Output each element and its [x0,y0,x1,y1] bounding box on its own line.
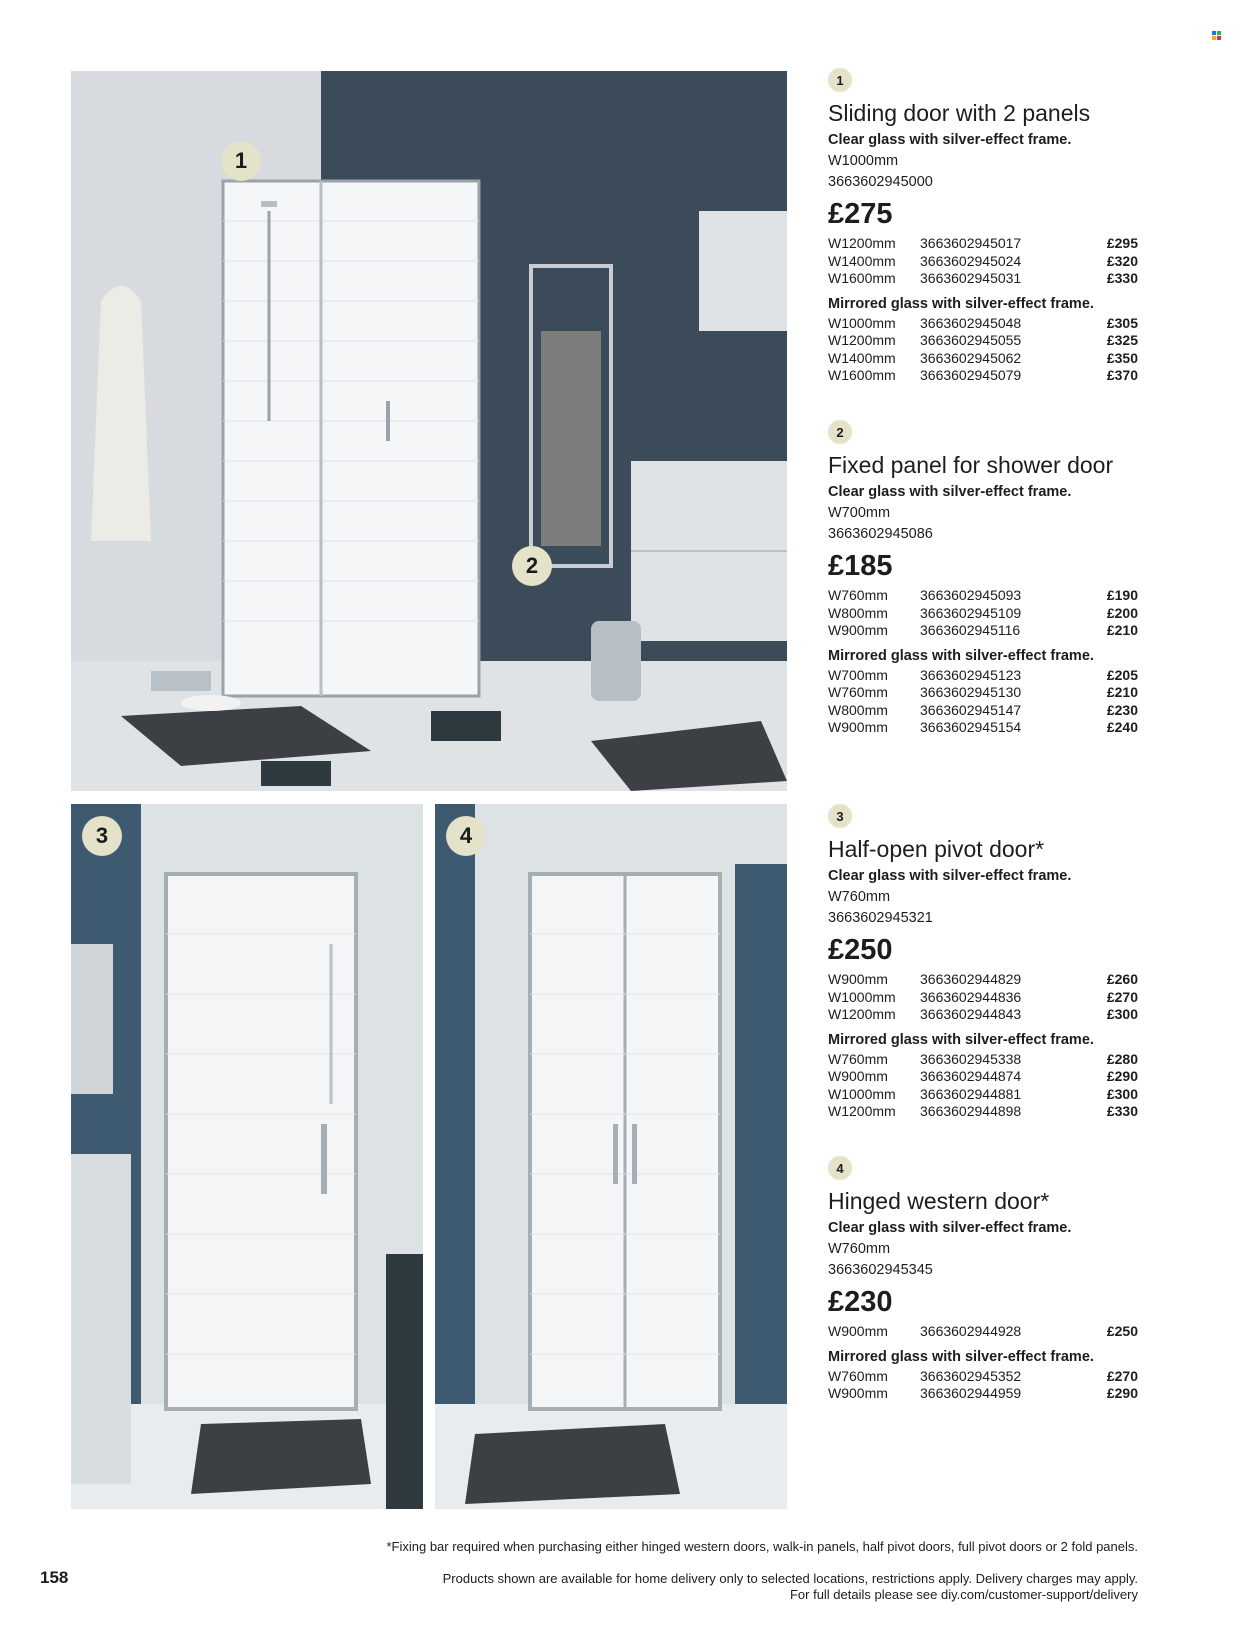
variant-code: 3663602945093 [920,587,1022,603]
delivery-line-2: For full details please see diy.com/customer-support/delivery [789,1587,1138,1602]
clear-variants [828,235,1138,288]
variant-row [828,270,1138,288]
base-price: £250 [828,934,893,966]
variant-code: 3663602944928 [920,1323,1022,1339]
variant-code: 3663602945130 [920,684,1022,700]
mirrored-glass-label: Mirrored glass with silver-effect frame. [828,647,1094,664]
variant-code: 3663602944898 [920,1103,1022,1119]
mirrored-glass-label: Mirrored glass with silver-effect frame. [828,1348,1094,1365]
variant-code: 3663602945338 [920,1050,1022,1067]
variant-code: 3663602945048 [920,314,1022,331]
product-pivot-door [828,804,1138,1127]
photo-western-door [435,804,787,1509]
variant-width: W900mm [828,1068,888,1084]
variant-price: £190 [1106,587,1138,603]
mirrored-variants [828,1368,1138,1403]
variant-code: 3663602944836 [920,988,1022,1005]
variant-row [828,587,1138,605]
variant-code: 3663602945154 [920,719,1022,735]
mirrored-glass-label: Mirrored glass with silver-effect frame. [828,1031,1094,1048]
base-width: W760mm [828,889,891,905]
product-number-badge: 3 [828,804,852,828]
variant-row [828,350,1138,368]
variant-code: 3663602945017 [920,235,1022,251]
mirrored-variants [828,1051,1138,1121]
product-title: Sliding door with 2 panels [828,100,1091,126]
variant-code: 3663602945031 [920,270,1022,286]
variant-row [828,605,1138,623]
base-price: £185 [828,550,893,582]
variant-price: £325 [1106,332,1138,348]
variant-price: £270 [1106,1367,1138,1384]
variant-row [828,622,1138,640]
variant-row [828,332,1138,350]
variant-row [828,989,1138,1007]
variant-row [828,702,1138,720]
variant-price: £300 [1106,1085,1138,1102]
base-code: 3663602945086 [828,526,933,542]
clear-glass-label: Clear glass with silver-effect frame. [828,132,1072,148]
footnote: *Fixing bar required when purchasing either hinged western doors, walk-in panels, half pivot doors, full pivot doors or 2 fold panels. [386,1539,1138,1554]
variant-code: 3663602945109 [920,604,1022,621]
variant-code: 3663602944881 [920,1085,1022,1102]
variant-width: W900mm [828,971,888,987]
variant-code: 3663602944843 [920,1006,1022,1022]
variant-row [828,971,1138,989]
variant-width: W1200mm [828,332,896,348]
variant-width: W800mm [828,701,888,718]
mirrored-variants [828,667,1138,737]
clear-variants [828,587,1138,640]
variant-price: £350 [1106,349,1138,366]
delivery-note [443,1571,1138,1603]
variant-price: £270 [1106,988,1138,1005]
clear-glass-label: Clear glass with silver-effect frame. [828,484,1072,500]
variant-width: W1600mm [828,367,896,383]
base-width: W1000mm [828,153,899,169]
photo-marker-4: 4 [446,816,486,856]
variant-price: £240 [1106,719,1138,735]
page-number: 158 [40,1568,69,1587]
variant-width: W1600mm [828,270,896,286]
variant-width: W900mm [828,1323,888,1339]
variant-price: £210 [1106,684,1138,700]
variant-width: W1000mm [828,314,896,331]
variant-width: W760mm [828,587,888,603]
base-width: W760mm [828,1241,891,1257]
product-western-door [828,1156,1138,1409]
variant-row [828,1385,1138,1403]
variant-width: W1000mm [828,988,896,1005]
variant-row [828,1006,1138,1024]
variant-price: £280 [1106,1050,1138,1067]
variant-code: 3663602945123 [920,666,1022,683]
variant-code: 3663602945024 [920,252,1022,269]
variant-price: £250 [1106,1323,1138,1339]
variant-price: £260 [1106,971,1138,987]
product-fixed-panel [828,420,1138,743]
variant-row [828,367,1138,385]
base-price: £275 [828,198,893,230]
photo-pivot-door [71,804,423,1509]
variant-code: 3663602944874 [920,1068,1022,1084]
variant-code: 3663602945062 [920,349,1022,366]
variant-width: W800mm [828,604,888,621]
variant-width: W760mm [828,684,888,700]
variant-width: W1000mm [828,1085,896,1102]
variant-width: W1400mm [828,349,896,366]
clear-glass-label: Clear glass with silver-effect frame. [828,1220,1072,1236]
variant-row [828,1103,1138,1121]
variant-price: £290 [1106,1068,1138,1084]
variant-width: W900mm [828,1385,888,1401]
variant-price: £370 [1106,367,1138,383]
variant-row [828,1051,1138,1069]
variant-width: W1200mm [828,1006,896,1022]
product-sliding-door [828,68,1138,391]
variant-price: £210 [1106,622,1138,638]
variant-width: W760mm [828,1050,888,1067]
variant-price: £300 [1106,1006,1138,1022]
photo-marker-1: 1 [221,141,261,181]
base-code: 3663602945321 [828,910,933,926]
product-title: Fixed panel for shower door [828,452,1114,478]
variant-price: £320 [1106,252,1138,269]
variant-code: 3663602944959 [920,1385,1022,1401]
brand-mark-icon [1212,31,1221,40]
variant-width: W1200mm [828,1103,896,1119]
variant-width: W900mm [828,622,888,638]
variant-row [828,253,1138,271]
base-code: 3663602945345 [828,1262,933,1278]
variant-width: W900mm [828,719,888,735]
variant-price: £200 [1106,604,1138,621]
mirrored-glass-label: Mirrored glass with silver-effect frame. [828,295,1094,312]
photo-sliding-door [71,71,787,791]
variant-price: £290 [1106,1385,1138,1401]
variant-price: £295 [1106,235,1138,251]
variant-row [828,315,1138,333]
variant-price: £205 [1106,666,1138,683]
variant-price: £305 [1106,314,1138,331]
mirrored-variants [828,315,1138,385]
clear-glass-label: Clear glass with silver-effect frame. [828,868,1072,884]
variant-code: 3663602945352 [920,1367,1022,1384]
variant-code: 3663602945055 [920,332,1022,348]
variant-width: W1400mm [828,252,896,269]
product-number-badge: 2 [828,420,852,444]
product-title: Half-open pivot door* [828,836,1045,862]
variant-price: £230 [1106,701,1138,718]
clear-variants [828,971,1138,1024]
variant-code: 3663602945147 [920,701,1022,718]
photo-marker-3: 3 [82,816,122,856]
variant-row [828,1368,1138,1386]
delivery-line-1: Products shown are available for home delivery only to selected locations, restrictions apply. Delivery charges may apply. [442,1571,1138,1586]
variant-row [828,1323,1138,1341]
product-number-badge: 4 [828,1156,852,1180]
variant-price: £330 [1106,1103,1138,1119]
variant-row [828,667,1138,685]
variant-row [828,235,1138,253]
variant-width: W1200mm [828,235,896,251]
variant-width: W700mm [828,666,888,683]
base-code: 3663602945000 [828,174,933,190]
clear-variants [828,1323,1138,1341]
base-width: W700mm [828,505,891,521]
variant-code: 3663602944829 [920,971,1022,987]
variant-row [828,1068,1138,1086]
variant-code: 3663602945079 [920,367,1022,383]
product-title: Hinged western door* [828,1188,1050,1214]
variant-row [828,684,1138,702]
variant-price: £330 [1106,270,1138,286]
photo-marker-2: 2 [512,546,552,586]
base-price: £230 [828,1286,893,1318]
variant-row [828,719,1138,737]
variant-row [828,1086,1138,1104]
variant-code: 3663602945116 [920,622,1021,638]
product-number-badge: 1 [828,68,852,92]
variant-width: W760mm [828,1367,888,1384]
